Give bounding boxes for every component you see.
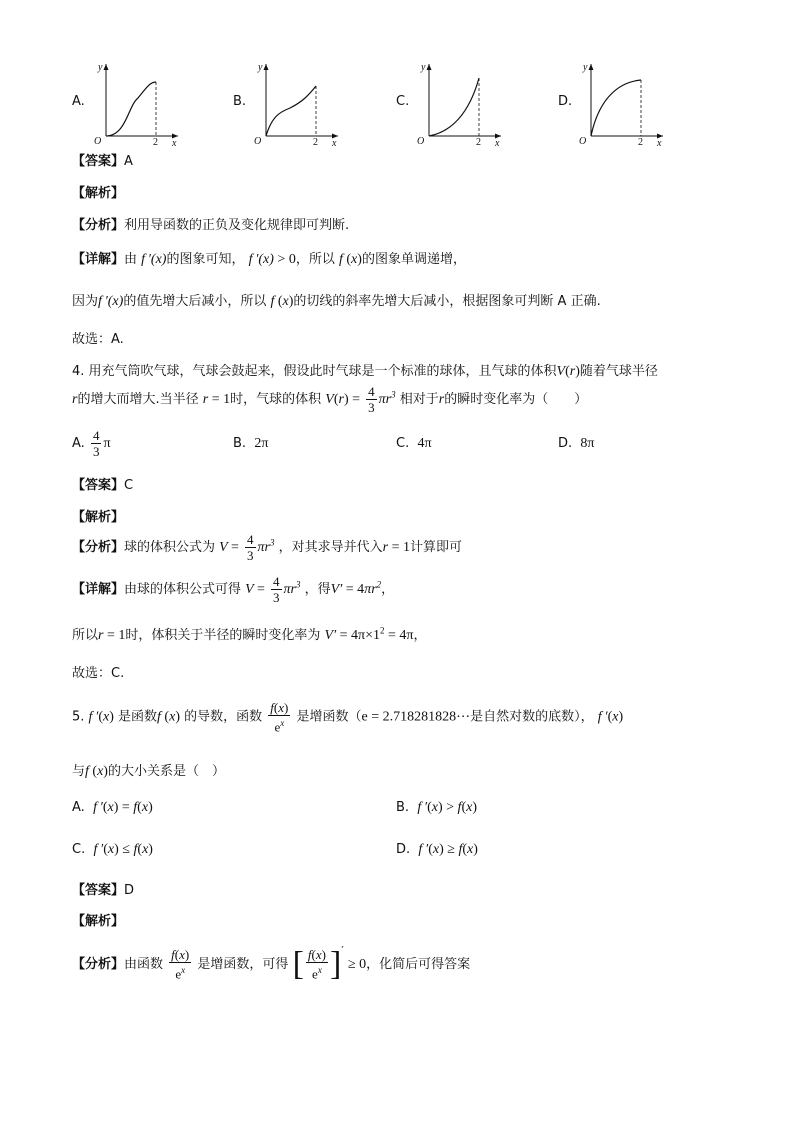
origin-label: O	[94, 136, 102, 146]
origin-label: O	[254, 136, 262, 146]
q5-option-c: C. f ′(x) ≤ f(x)	[72, 842, 153, 857]
q4-xiangjie-line2: 所以r = 1时，体积关于半径的瞬时变化率为 $V' = 4\pi\times 1^2 = 4\pi$，	[72, 625, 427, 643]
q4-option-c: C. 4π	[396, 436, 432, 451]
q4-option-d: D. 8π	[558, 436, 595, 451]
q5-stem-line1: 5. f ′(x) 是函数f (x) 的导数，函数 $\frac{f(x)}{e^x}$ 是增函数（e = 2.718281828⋯是自然对数的底数）， f ′(x)	[72, 700, 624, 735]
q3-option-d-graph	[573, 58, 669, 150]
answer-tag: 【答案】	[72, 154, 125, 169]
origin-label: O	[579, 136, 587, 146]
tick-label: 2	[476, 137, 481, 146]
axis-y-label: y	[258, 62, 263, 73]
q3-option-a-letter: A.	[72, 94, 85, 109]
origin-label: O	[417, 136, 425, 146]
q4-conclusion: 故选：C.	[72, 666, 125, 681]
axis-x-label: x	[172, 138, 177, 146]
q3-jiexi: 【解析】	[72, 186, 125, 201]
q4-stem-line1: 4. 用充气筒吹气球，气球会鼓起来，假设此时气球是一个标准的球体，且气球的体积V(r)随着气球半径	[72, 364, 658, 379]
q3-xiangjie-line2: 因为f ′(x)的值先增大后减小，所以 f (x)的切线的斜率先增大后减小，根据图象可判断 A 正确.	[72, 294, 601, 309]
axis-y-label: y	[421, 62, 426, 73]
q5-option-b: B. f ′(x) > f(x)	[396, 800, 477, 815]
q3-xiangjie-line1: 【详解】由 f ′(x)的图象可知， f ′(x) > 0，所以 f (x)的图象单调递增，	[72, 252, 466, 267]
q4-option-a: A. $\frac{4}{3}$ π	[72, 428, 111, 459]
q3-option-c-letter: C.	[396, 94, 410, 109]
q4-option-b: B. 2π	[233, 436, 269, 451]
q3-answer-line	[72, 150, 133, 169]
q5-stem-line2: 与f (x)的大小关系是（ ）	[72, 764, 225, 779]
q3-option-b-graph	[248, 58, 344, 150]
q3-fenxi: 【分析】利用导函数的正负及变化规律即可判断.	[72, 218, 350, 233]
axis-y-label: y	[583, 62, 588, 73]
q3-option-d-letter: D.	[558, 94, 573, 109]
q5-jiexi: 【解析】	[72, 914, 125, 929]
q4-fenxi: 【分析】球的体积公式为 V = $\frac{4}{3}$ $\pi r^3$ ，对其求导并代入r = 1计算即可	[72, 532, 463, 563]
axis-y-label: y	[98, 62, 103, 73]
tick-label: 2	[153, 137, 158, 146]
tick-label: 2	[313, 137, 318, 146]
q3-conclusion: 故选：A.	[72, 332, 124, 347]
axis-x-label: x	[495, 138, 500, 146]
q4-xiangjie-line1: 【详解】由球的体积公式可得 V = $\frac{4}{3}$ $\pi r^3$ ，得$V' = 4\pi r^2$，	[72, 574, 395, 605]
q3-option-c-graph	[411, 58, 507, 150]
axis-x-label: x	[657, 138, 662, 146]
q5-option-a: A. f ′(x) = f(x)	[72, 800, 153, 815]
q3-option-b-letter: B.	[233, 94, 247, 109]
q4-answer-line: 【答案】C	[72, 478, 134, 493]
tick-label: 2	[638, 137, 643, 146]
q5-answer-line: 【答案】D	[72, 883, 135, 898]
q3-option-a-graph	[88, 58, 184, 150]
q5-fenxi: 【分析】由函数 $\frac{f(x)}{e^x}$ 是增函数，可得 [ $\frac{f(x)}{e^x}$ ]′ ≥ 0，化简后可得答案	[72, 944, 471, 983]
q4-jiexi: 【解析】	[72, 510, 125, 525]
q5-option-d: D. f ′(x) ≥ f(x)	[396, 842, 478, 857]
axis-x-label: x	[332, 138, 337, 146]
q4-stem-line2: r的增大而增大.当半径 r = 1时，气球的体积 V(r) = $\frac{4}{3}$ $\pi r^3$ 相对于r的瞬时变化率为（ ）	[72, 384, 588, 415]
answer-value: A	[124, 154, 133, 169]
